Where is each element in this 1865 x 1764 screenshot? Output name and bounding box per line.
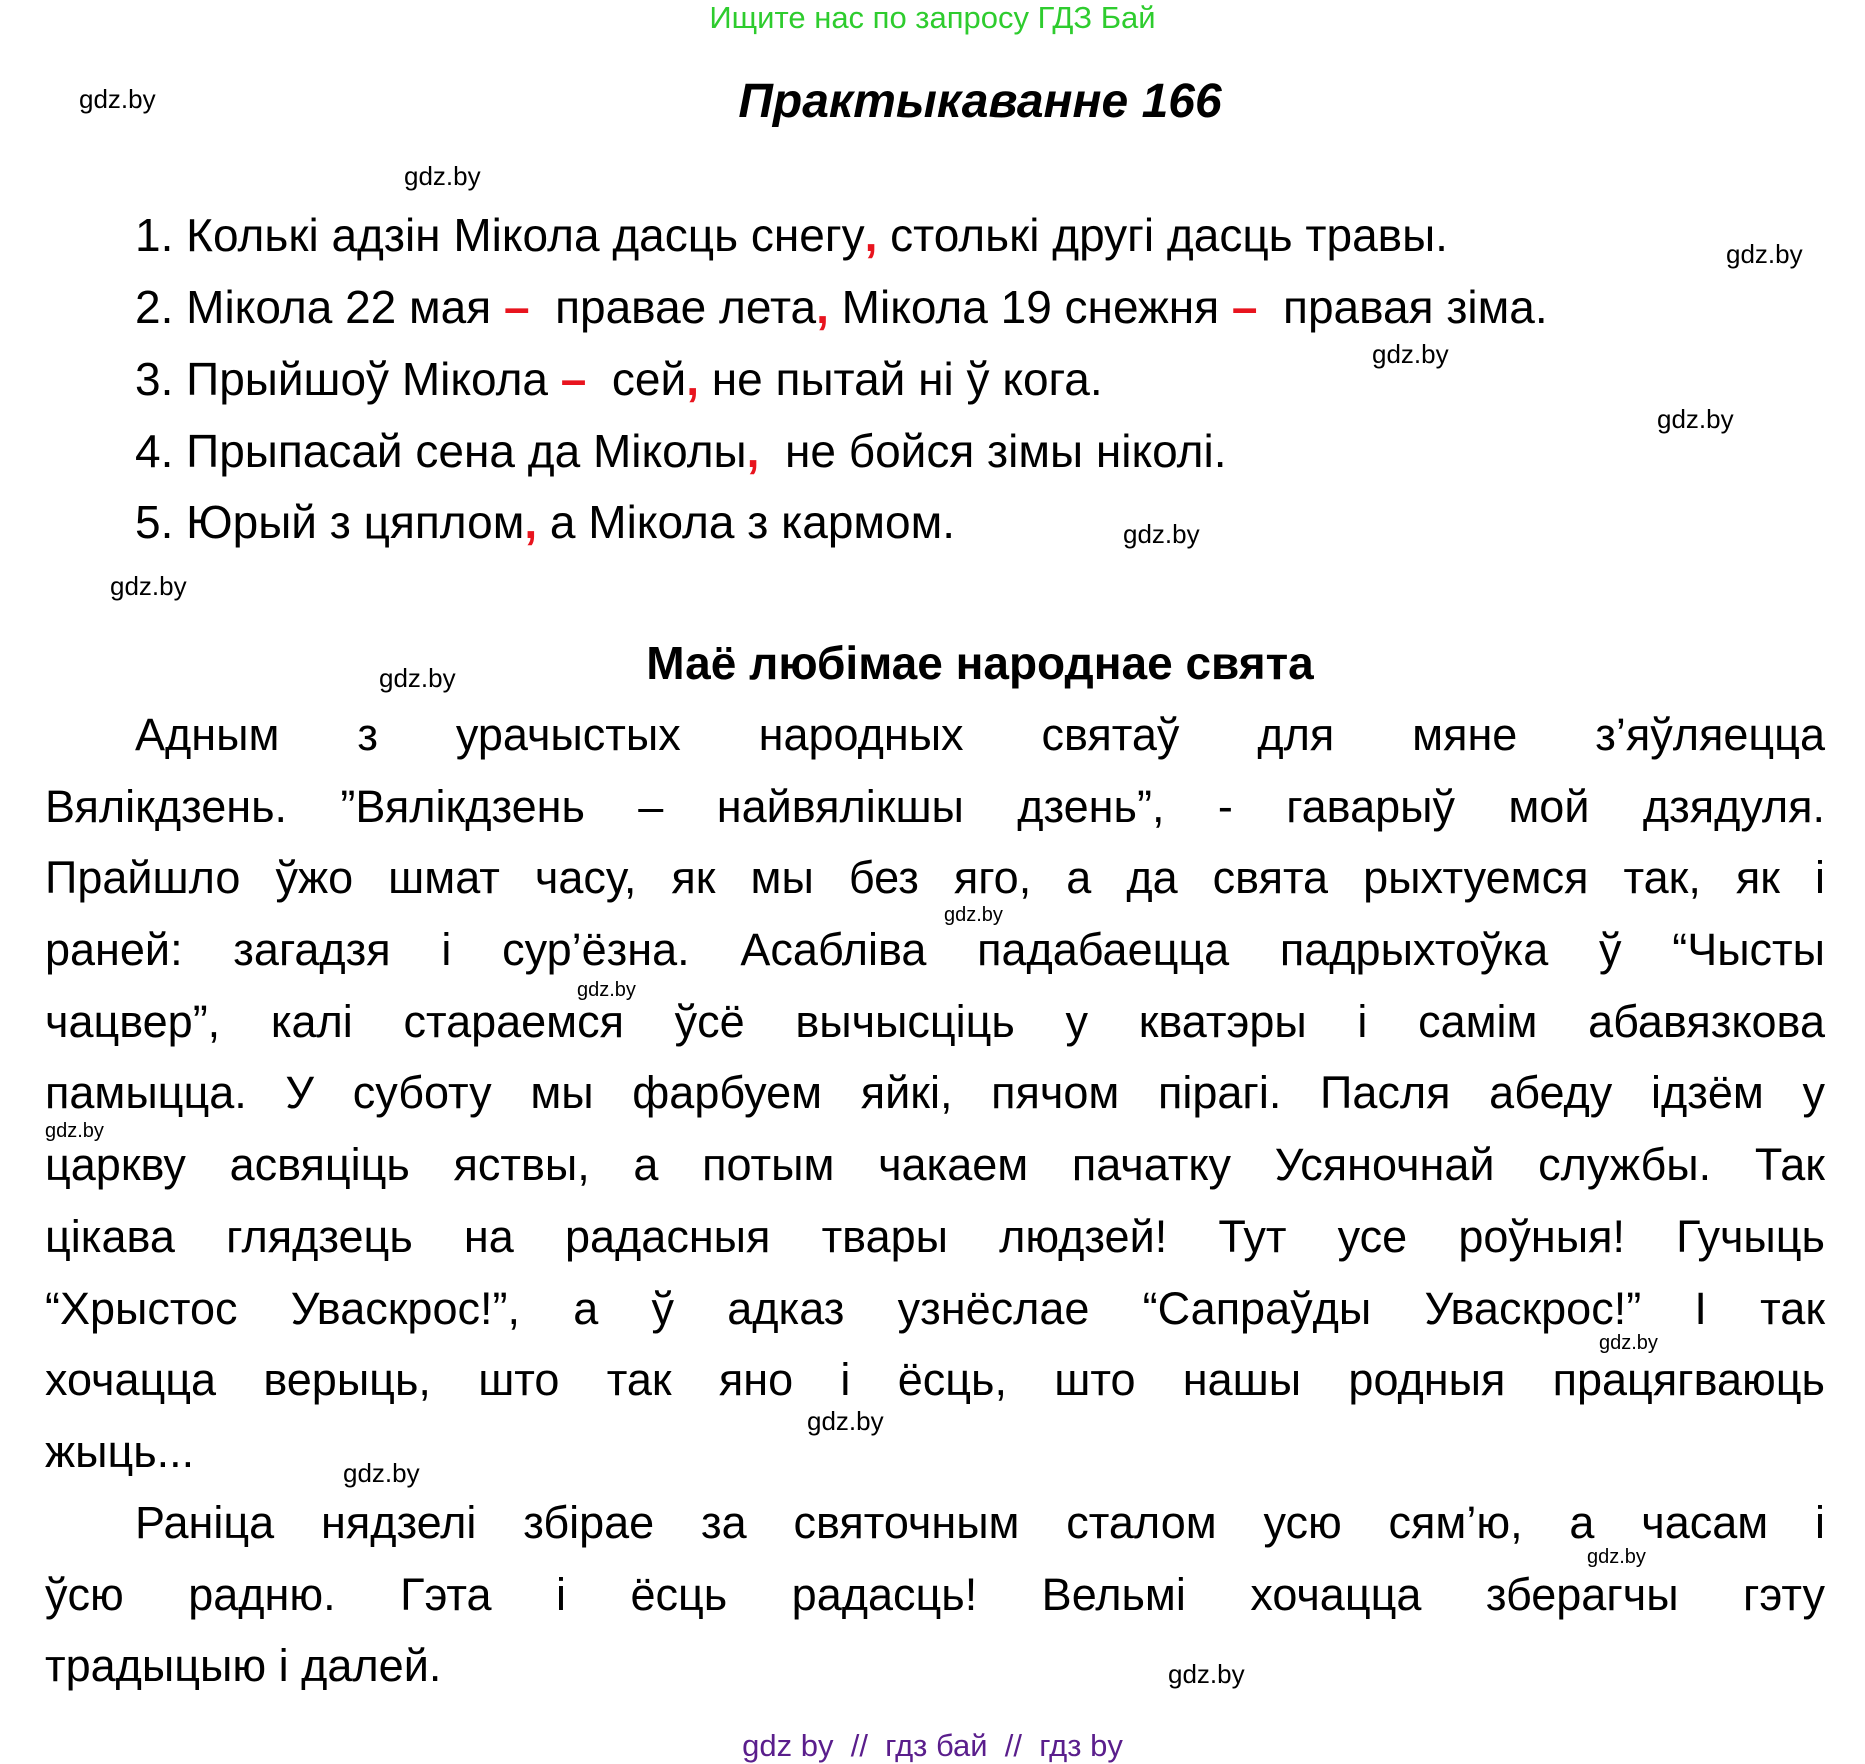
proverb-text: сей [586,353,687,405]
watermark: gdz.by [343,1458,420,1488]
proverb-text: а Мікола з кармом. [537,496,956,548]
paragraph-line: хочацца верыць, што так яно і ёсць, што нашы родныя працягваюць [45,1354,1825,1406]
watermark: gdz.by [110,571,187,601]
proverb-item [135,486,955,558]
proverb-text: 5. Юрый з цяплом [135,496,525,548]
paragraph-line: ўсю радню. Гэта і ёсць радасць! Вельмі хочацца зберагчы гэту [45,1568,1825,1620]
proverb-text: правая зіма. [1257,281,1548,333]
watermark: gdz.by [577,979,636,1001]
punctuation-mark: – [560,353,587,405]
paragraph-line: Раніца нядзелі збірае за святочным сталом усю сям’ю, а часам і [135,1497,1825,1548]
proverb-text: столькі другі дасць травы. [877,209,1448,261]
proverb-text: 4. Прыпасай сена да Міколы [135,425,747,477]
proverb-text: 3. Прыйшоў Мікола [135,353,561,405]
watermark: gdz.by [379,663,456,693]
proverb-item [135,199,1448,271]
proverb-text: Мікола 19 снежня [828,281,1232,333]
watermark: gdz.by [807,1406,884,1436]
watermark: gdz.by [79,84,156,114]
punctuation-mark: – [503,281,530,333]
paragraph-line: жыць... [45,1425,195,1477]
proverb-item [135,415,1227,487]
proverb-text: не пытай ні ў кога. [699,353,1103,405]
proverb-text: не бойся зімы ніколі. [759,425,1227,477]
watermark: gdz.by [1587,1546,1646,1568]
punctuation-mark: , [864,209,878,261]
paragraph-line: Адным з урачыстых народных святаў для мяне з’яўляецца [135,709,1825,760]
footer-links: gdz by // гдз бай // гдз by [742,1728,1123,1763]
paragraph-line: “Хрыстос Уваскрос!”, а ў адказ узнёслае “Сапраўды Уваскрос!” І так [45,1282,1825,1334]
search-banner: Ищите нас по запросу ГДЗ Бай [709,0,1156,35]
paragraph-line: Прайшло ўжо шмат часу, як мы без яго, а да свята рыхтуемся так, як і [45,852,1825,904]
proverb-item [135,343,1103,415]
watermark: gdz.by [404,161,481,191]
proverb-item [135,271,1548,343]
paragraph-line: раней: загадзя і сур’ёзна. Асабліва падабаецца падрыхтоўка ў “Чысты [45,924,1825,976]
punctuation-mark: – [1231,281,1258,333]
paragraph-line: чацвер”, калі стараемся ўсё вычысціць у кватэры і самім абавязкова [45,995,1825,1047]
paragraph-line: царкву асвяціць яствы, а потым чакаем пачатку Усяночнай службы. Так [45,1139,1825,1191]
paragraph-line: традыцыю і далей. [45,1640,442,1692]
essay-heading: Маё любімае народнае свята [646,637,1314,689]
punctuation-mark: , [686,353,699,405]
paragraph-line: цікава глядзець на радасныя твары людзей! Тут усе роўныя! Гучыць [45,1210,1825,1262]
proverb-text: 1. Колькі адзін Мікола дасць снегу [135,209,865,261]
watermark: gdz.by [1123,519,1200,549]
watermark: gdz.by [944,904,1003,926]
paragraph-line: памыцца. У суботу мы фарбуем яйкі, пячом пірагі. Пасля абеду ідзём у [45,1067,1825,1119]
watermark: gdz.by [1372,339,1449,369]
essay-paragraph-2 [45,1487,1825,1702]
punctuation-mark: , [524,496,538,548]
watermark: gdz.by [45,1120,104,1142]
paragraph-line: Вялікдзень. ”Вялікдзень – найвялікшы дзень”, - гаварыў мой дзядуля. [45,780,1825,832]
watermark: gdz.by [1168,1659,1245,1689]
punctuation-mark: , [816,281,829,333]
essay-paragraph-1 [45,699,1825,1488]
watermark: gdz.by [1726,239,1803,269]
proverb-text: правае лета [529,281,817,333]
watermark: gdz.by [1657,404,1734,434]
page-title: Практыкаванне 166 [738,75,1222,128]
proverb-text: 2. Мікола 22 мая [135,281,504,333]
watermark: gdz.by [1599,1332,1658,1354]
punctuation-mark: , [746,425,760,477]
